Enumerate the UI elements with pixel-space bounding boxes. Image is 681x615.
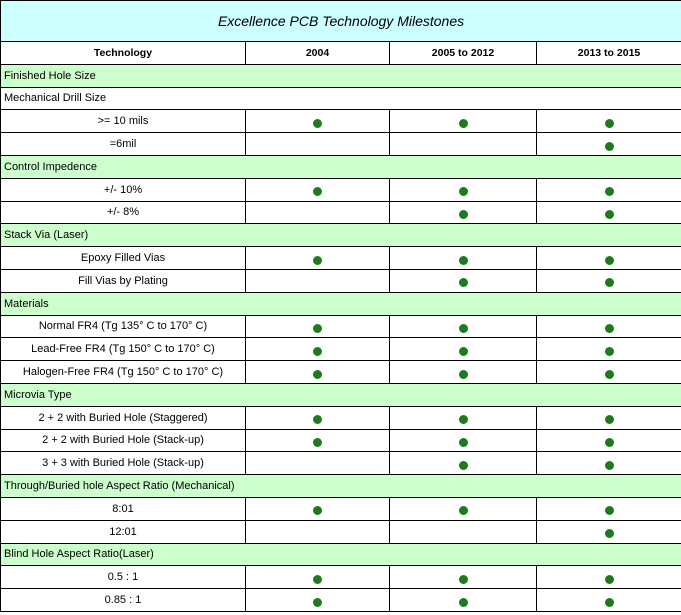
table-title: Excellence PCB Technology Milestones <box>1 1 681 42</box>
milestone-dot-icon <box>605 575 614 584</box>
milestone-cell <box>390 315 537 338</box>
table-row <box>1 247 681 270</box>
milestone-dot-icon <box>459 210 468 219</box>
technology-cell: Normal FR4 (Tg 135° C to 170° C) <box>1 315 246 338</box>
milestone-dot-icon <box>313 598 322 607</box>
milestone-dot-icon <box>313 415 322 424</box>
subcategory-label: Mechanical Drill Size <box>1 87 681 110</box>
category-row <box>1 475 681 498</box>
milestone-cell <box>390 452 537 475</box>
milestone-cell <box>246 247 390 270</box>
milestone-dot-icon <box>605 210 614 219</box>
milestone-cell <box>246 269 390 292</box>
milestone-cell <box>246 566 390 589</box>
category-label: Through/Buried hole Aspect Ratio (Mechanical) <box>1 475 681 498</box>
milestone-dot-icon <box>605 529 614 538</box>
table-row <box>1 497 681 520</box>
table-row <box>1 361 681 384</box>
table-body <box>1 64 681 611</box>
milestone-dot-icon <box>605 415 614 424</box>
milestone-cell <box>390 133 537 156</box>
milestone-cell <box>246 338 390 361</box>
table-row <box>1 133 681 156</box>
milestone-dot-icon <box>605 278 614 287</box>
milestone-cell <box>246 406 390 429</box>
technology-cell: 0.85 : 1 <box>1 589 246 612</box>
milestone-dot-icon <box>459 119 468 128</box>
milestone-cell <box>537 247 681 270</box>
category-label: Materials <box>1 292 681 315</box>
milestone-cell <box>246 429 390 452</box>
milestone-dot-icon <box>459 187 468 196</box>
technology-cell: +/- 8% <box>1 201 246 224</box>
technology-cell: 0.5 : 1 <box>1 566 246 589</box>
milestone-cell <box>246 315 390 338</box>
subcategory-row <box>1 87 681 110</box>
milestone-cell <box>537 201 681 224</box>
milestone-cell <box>537 429 681 452</box>
milestone-cell <box>537 269 681 292</box>
milestone-cell <box>390 566 537 589</box>
milestone-cell <box>537 133 681 156</box>
milestone-cell <box>537 589 681 612</box>
milestone-dot-icon <box>459 438 468 447</box>
technology-cell: +/- 10% <box>1 178 246 201</box>
table-row <box>1 269 681 292</box>
technology-cell: 3 + 3 with Buried Hole (Stack-up) <box>1 452 246 475</box>
category-row <box>1 224 681 247</box>
milestone-cell <box>390 429 537 452</box>
milestone-dot-icon <box>459 506 468 515</box>
milestone-dot-icon <box>313 575 322 584</box>
technology-cell: 8:01 <box>1 497 246 520</box>
category-label: Stack Via (Laser) <box>1 224 681 247</box>
milestone-cell <box>246 133 390 156</box>
milestone-cell <box>537 566 681 589</box>
category-label: Control Impedence <box>1 155 681 178</box>
milestone-dot-icon <box>459 256 468 265</box>
milestone-dot-icon <box>605 119 614 128</box>
milestone-cell <box>390 589 537 612</box>
milestone-cell <box>246 201 390 224</box>
technology-cell: =6mil <box>1 133 246 156</box>
milestone-cell <box>390 497 537 520</box>
milestone-dot-icon <box>605 461 614 470</box>
milestone-dot-icon <box>605 598 614 607</box>
milestone-cell <box>537 178 681 201</box>
milestone-dot-icon <box>313 187 322 196</box>
category-label: Finished Hole Size <box>1 64 681 87</box>
milestone-cell <box>537 520 681 543</box>
milestone-cell <box>537 361 681 384</box>
technology-cell: Lead-Free FR4 (Tg 150° C to 170° C) <box>1 338 246 361</box>
column-header-2005-2012: 2005 to 2012 <box>390 42 537 65</box>
milestone-cell <box>537 338 681 361</box>
milestone-dot-icon <box>313 119 322 128</box>
category-row <box>1 543 681 566</box>
milestone-cell <box>537 406 681 429</box>
category-row <box>1 383 681 406</box>
technology-cell: 12:01 <box>1 520 246 543</box>
milestone-cell <box>390 338 537 361</box>
table-row <box>1 110 681 133</box>
milestone-cell <box>537 497 681 520</box>
table-row <box>1 406 681 429</box>
table-row <box>1 566 681 589</box>
table-row <box>1 520 681 543</box>
milestone-cell <box>246 178 390 201</box>
milestone-dot-icon <box>313 324 322 333</box>
category-row <box>1 64 681 87</box>
header-row <box>1 42 681 65</box>
milestone-dot-icon <box>459 415 468 424</box>
table-row <box>1 338 681 361</box>
table-row <box>1 178 681 201</box>
milestone-cell <box>390 361 537 384</box>
milestone-cell <box>537 452 681 475</box>
milestone-cell <box>390 247 537 270</box>
table-row <box>1 201 681 224</box>
milestone-dot-icon <box>605 347 614 356</box>
table-row <box>1 315 681 338</box>
milestone-dot-icon <box>459 370 468 379</box>
category-row <box>1 155 681 178</box>
milestone-dot-icon <box>313 256 322 265</box>
technology-cell: Epoxy Filled Vias <box>1 247 246 270</box>
milestone-cell <box>390 201 537 224</box>
milestone-cell <box>390 520 537 543</box>
milestone-cell <box>246 110 390 133</box>
milestone-cell <box>537 315 681 338</box>
category-row <box>1 292 681 315</box>
table-row <box>1 429 681 452</box>
milestone-cell <box>390 110 537 133</box>
milestone-dot-icon <box>459 278 468 287</box>
technology-cell: 2 + 2 with Buried Hole (Stack-up) <box>1 429 246 452</box>
technology-cell: >= 10 mils <box>1 110 246 133</box>
milestone-cell <box>246 497 390 520</box>
table-row <box>1 589 681 612</box>
milestone-dot-icon <box>313 370 322 379</box>
table-row <box>1 452 681 475</box>
milestone-dot-icon <box>605 324 614 333</box>
milestone-dot-icon <box>605 506 614 515</box>
milestone-dot-icon <box>459 461 468 470</box>
milestone-dot-icon <box>313 438 322 447</box>
milestone-dot-icon <box>605 187 614 196</box>
milestone-dot-icon <box>313 347 322 356</box>
milestone-dot-icon <box>459 598 468 607</box>
technology-cell: Halogen-Free FR4 (Tg 150° C to 170° C) <box>1 361 246 384</box>
milestone-dot-icon <box>313 506 322 515</box>
milestone-dot-icon <box>605 142 614 151</box>
milestone-cell <box>390 269 537 292</box>
milestone-dot-icon <box>459 575 468 584</box>
milestone-cell <box>246 452 390 475</box>
milestone-cell <box>390 178 537 201</box>
milestone-cell <box>246 589 390 612</box>
milestone-cell <box>246 520 390 543</box>
technology-cell: 2 + 2 with Buried Hole (Staggered) <box>1 406 246 429</box>
milestone-cell <box>390 406 537 429</box>
technology-cell: Fill Vias by Plating <box>1 269 246 292</box>
milestone-dot-icon <box>459 347 468 356</box>
milestone-dot-icon <box>605 370 614 379</box>
column-header-2004: 2004 <box>246 42 390 65</box>
category-label: Microvia Type <box>1 383 681 406</box>
milestone-dot-icon <box>605 438 614 447</box>
column-header-technology: Technology <box>1 42 246 65</box>
milestone-dot-icon <box>605 256 614 265</box>
category-label: Blind Hole Aspect Ratio(Laser) <box>1 543 681 566</box>
milestone-cell <box>246 361 390 384</box>
milestone-cell <box>537 110 681 133</box>
milestone-dot-icon <box>459 324 468 333</box>
column-header-2013-2015: 2013 to 2015 <box>537 42 681 65</box>
